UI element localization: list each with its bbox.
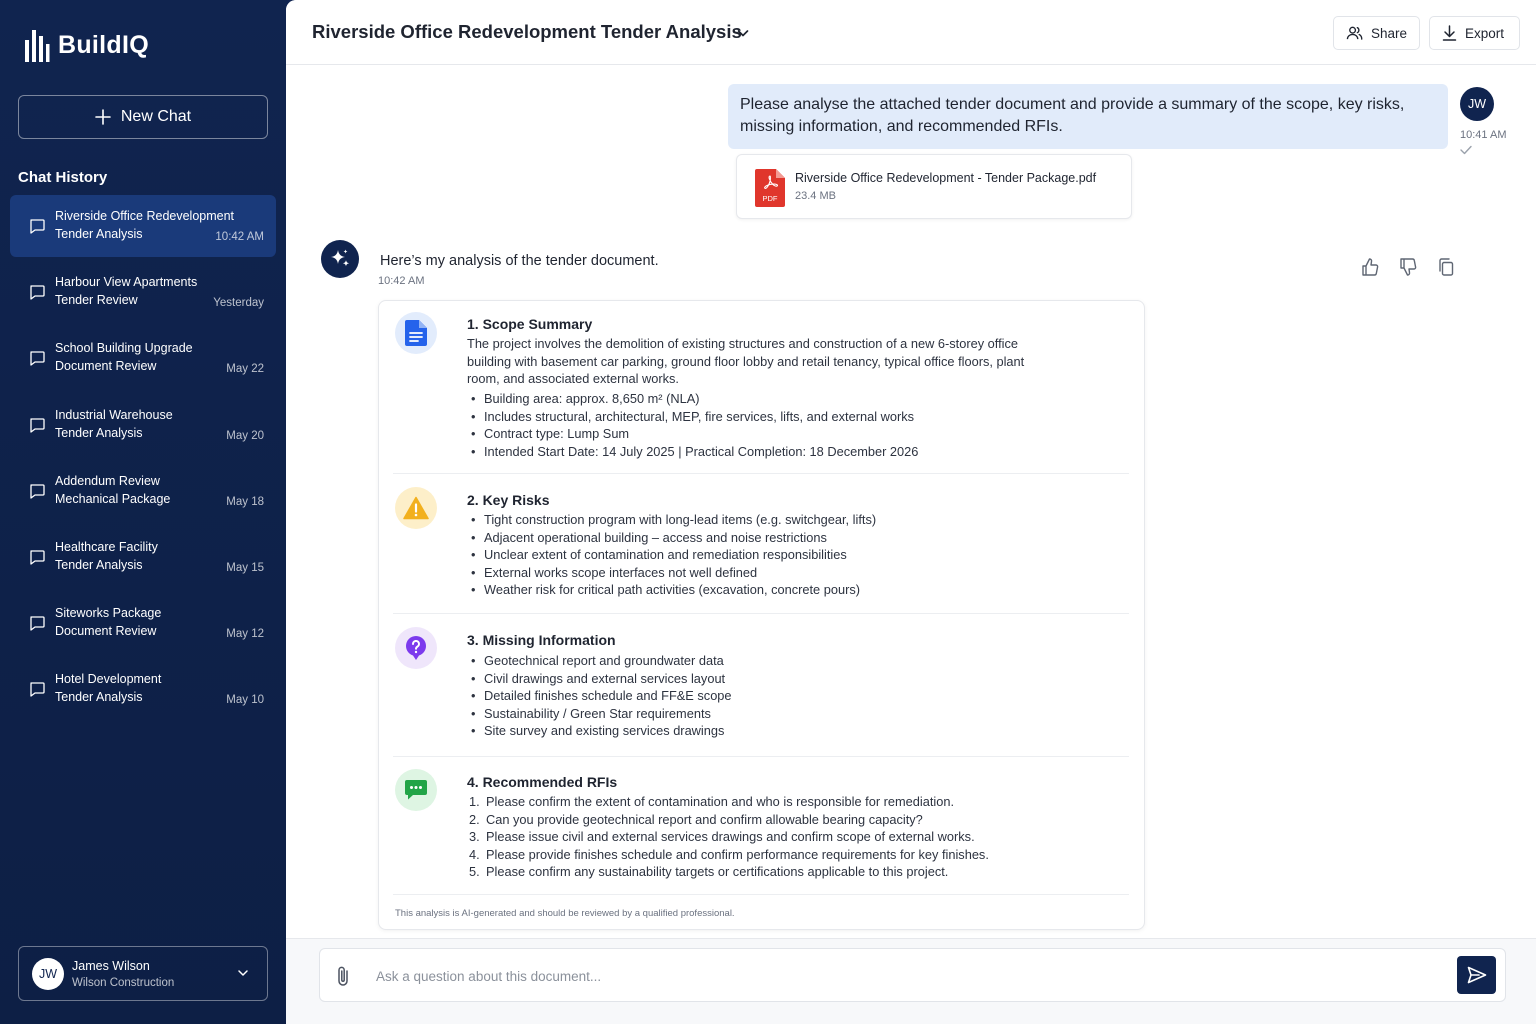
chat-bubble-icon (28, 548, 46, 566)
composer-bar (286, 938, 1536, 1024)
paperclip-icon[interactable] (336, 965, 350, 987)
chat-history-time: May 15 (226, 561, 264, 574)
top-bar (286, 0, 1536, 65)
pdf-file-icon (755, 169, 785, 207)
list-item: • Adjacent operational building – access and noise restrictions (467, 529, 876, 547)
sidebar (0, 0, 286, 1024)
list-number: 4. (469, 846, 480, 862)
check-icon (1460, 145, 1472, 155)
account-menu[interactable] (18, 946, 268, 1001)
chat-bubble-icon (28, 482, 46, 500)
chat-history-title: Industrial Warehouse (55, 407, 173, 422)
users-icon (1346, 25, 1363, 41)
chat-history-item[interactable] (10, 327, 276, 389)
page-title: Riverside Office Redevelopment Tender Analysis (312, 21, 742, 42)
thumbs-up-button[interactable] (1360, 257, 1380, 277)
chat-history-subtitle: Tender Analysis (55, 425, 143, 440)
copy-button[interactable] (1436, 257, 1456, 277)
section-divider (393, 894, 1129, 895)
chevron-down-icon (237, 967, 249, 979)
chat-history-time: May 22 (226, 363, 264, 376)
list-item: • Geotechnical report and groundwater data (467, 652, 732, 670)
rfi-text: Please provide finishes schedule and confirm performance requirements for key finishes. (486, 846, 989, 862)
chat-bubble-icon (28, 614, 46, 632)
chat-bubble-icon (28, 349, 46, 367)
chat-history-subtitle: Tender Analysis (55, 690, 143, 705)
list-number: 5. (469, 864, 480, 880)
chat-history-title: Siteworks Package (55, 606, 162, 621)
chat-history-subtitle: Document Review (55, 624, 157, 639)
assistant-intro: Here’s my analysis of the tender document. (380, 253, 659, 269)
chat-bubble-icon (28, 680, 46, 698)
copy-icon (1436, 257, 1456, 277)
list-item: • Includes structural, architectural, MEP, fire services, lifts, and external works (467, 408, 918, 426)
user-message: Please analyse the attached tender document and provide a summary of the scope, key risks, missing information, and recommended RFIs. (728, 84, 1448, 149)
chevron-down-icon[interactable] (736, 26, 750, 40)
list-number: 2. (469, 811, 480, 827)
section-title-risks: 2. Key Risks (467, 492, 550, 508)
thumbs-down-button[interactable] (1398, 257, 1418, 277)
chat-history-title: Hotel Development (55, 672, 162, 687)
chat-history-heading: Chat History (18, 169, 108, 186)
section-title-rfis: 4. Recommended RFIs (467, 774, 618, 790)
chat-bubble-icon (28, 416, 46, 434)
chat-thread (286, 65, 1536, 938)
chat-history-time: 10:42 AM (215, 231, 264, 243)
user-name: James Wilson (72, 959, 150, 973)
section-divider (393, 613, 1129, 614)
chat-history-time: Yesterday (213, 297, 264, 310)
list-item: • Contract type: Lump Sum (467, 425, 918, 443)
missing-bullet-list (467, 652, 732, 740)
chat-history-subtitle: Tender Analysis (55, 227, 143, 241)
rfi-text: Please confirm any sustainability targets or certifications applicable to this project. (486, 864, 949, 880)
chat-history-time: May 20 (226, 429, 264, 442)
list-item (467, 863, 989, 881)
chat-history-title: Harbour View Apartments (55, 275, 198, 290)
chat-history-time: May 18 (226, 495, 264, 508)
chat-history-subtitle: Document Review (55, 359, 157, 374)
chat-history-item[interactable] (10, 526, 276, 588)
list-item: • External works scope interfaces not well defined (467, 564, 876, 582)
list-item (467, 846, 989, 864)
download-icon (1442, 25, 1457, 41)
buildings-logo-icon (24, 28, 50, 62)
question-icon (395, 627, 437, 669)
chat-history-item[interactable] (10, 460, 276, 522)
analysis-card (378, 300, 1145, 930)
chat-history-list (10, 195, 276, 725)
main-panel (286, 0, 1536, 1024)
chat-history-item[interactable] (10, 195, 276, 257)
thumbs-up-icon (1360, 257, 1380, 277)
risks-bullet-list (467, 511, 876, 599)
chat-bubble-icon (28, 283, 46, 301)
list-item: • Sustainability / Green Star requirements (467, 705, 732, 723)
chat-bubble-icon (28, 217, 46, 235)
brand-name: BuildIQ (58, 30, 149, 59)
rfi-text: Please issue civil and external services drawings and confirm scope of external works. (486, 829, 975, 845)
rfi-text: Please confirm the extent of contamination and who is responsible for remediation. (486, 794, 955, 809)
list-item (467, 811, 989, 829)
attachment-size: 23.4 MB (795, 190, 836, 202)
user-organization: Wilson Construction (72, 977, 175, 989)
send-button[interactable] (1457, 956, 1496, 994)
message-timestamp: 10:41 AM (1460, 129, 1507, 141)
new-chat-label: New Chat (120, 108, 192, 125)
chat-history-title: Riverside Office Redevelopment (55, 209, 235, 223)
chat-history-item[interactable] (10, 394, 276, 456)
avatar: JW (32, 958, 64, 990)
chat-history-item[interactable] (10, 261, 276, 323)
section-title-missing: 3. Missing Information (467, 632, 616, 648)
brand-logo[interactable] (24, 28, 149, 62)
list-item: • Detailed finishes schedule and FF&E scope (467, 687, 732, 705)
attachment-filename: Riverside Office Redevelopment - Tender Package.pdf (795, 171, 1097, 185)
send-icon (1467, 966, 1487, 984)
chat-history-item[interactable] (10, 592, 276, 654)
plus-icon (95, 109, 111, 125)
list-item: • Unclear extent of contamination and remediation responsibilities (467, 546, 876, 564)
attachment-card[interactable] (736, 154, 1132, 219)
ai-disclaimer: This analysis is AI-generated and should be reviewed by a qualified professional. (395, 908, 735, 919)
new-chat-button[interactable] (18, 95, 268, 139)
document-icon (395, 312, 437, 354)
scope-summary-text: The project involves the demolition of existing structures and construction of a new 6-storey office building with basement car parking, ground floor lobby and retail tenancy, typical office floors, plant room, and associated external works. (467, 336, 1025, 387)
section-divider (393, 473, 1129, 474)
share-button[interactable] (1333, 16, 1420, 50)
export-label: Export (1465, 25, 1505, 41)
chat-history-time: May 10 (226, 694, 264, 707)
svg-text:PDF: PDF (762, 194, 778, 203)
list-number: 3. (469, 829, 480, 845)
list-item: • Civil drawings and external services layout (467, 670, 732, 688)
chat-history-time: May 12 (226, 628, 264, 641)
message-input[interactable] (376, 961, 1436, 991)
scope-bullet-list (467, 390, 918, 460)
rfi-numbered-list (467, 793, 989, 881)
section-title-scope: 1. Scope Summary (467, 316, 593, 332)
chat-history-subtitle: Tender Analysis (55, 557, 143, 572)
list-item (467, 828, 989, 846)
section-divider (393, 756, 1129, 757)
chat-dots-icon (395, 769, 437, 811)
chat-history-item[interactable] (10, 658, 276, 720)
list-item: • Intended Start Date: 14 July 2025 | Practical Completion: 18 December 2026 (467, 443, 918, 461)
chat-history-subtitle: Mechanical Package (55, 491, 171, 506)
warning-icon (395, 487, 437, 529)
avatar: JW (1460, 87, 1494, 121)
list-item: • Weather risk for critical path activities (excavation, concrete pours) (467, 581, 876, 599)
message-actions (1360, 257, 1456, 277)
list-item (467, 793, 989, 811)
chat-history-title: Healthcare Facility (55, 539, 158, 554)
chat-history-subtitle: Tender Review (55, 293, 138, 308)
sparkle-icon (329, 248, 351, 270)
export-button[interactable] (1429, 16, 1520, 50)
list-item: • Tight construction program with long-lead items (e.g. switchgear, lifts) (467, 511, 876, 529)
chat-history-title: Addendum Review (55, 473, 160, 488)
thumbs-down-icon (1398, 257, 1418, 277)
list-number: 1. (469, 794, 480, 809)
assistant-avatar (321, 240, 359, 278)
rfi-text: Can you provide geotechnical report and confirm allowable bearing capacity? (486, 811, 923, 827)
chat-history-title: School Building Upgrade (55, 341, 193, 356)
share-label: Share (1370, 25, 1407, 41)
composer (319, 948, 1506, 1002)
list-item: • Site survey and existing services drawings (467, 722, 732, 740)
message-timestamp: 10:42 AM (378, 275, 425, 287)
list-item: • Building area: approx. 8,650 m² (NLA) (467, 390, 918, 408)
